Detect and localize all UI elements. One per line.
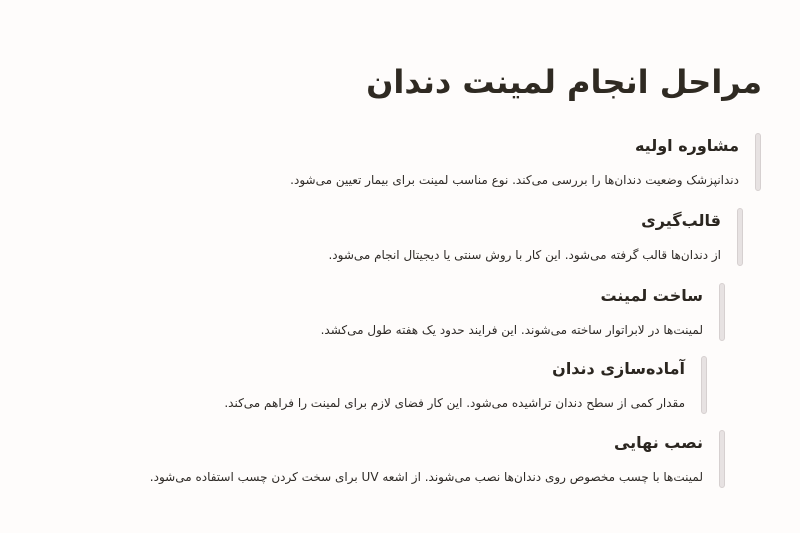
step-item-impression — [328, 208, 743, 264]
step-description: مقدار کمی از سطح دندان تراشیده می‌شود. این کار فضای لازم برای لمینت را فراهم می‌کند. — [224, 396, 685, 410]
step-item-fabrication — [321, 283, 725, 339]
page-title: مراحل انجام لمینت دندان — [366, 63, 762, 101]
step-item-final-installation — [150, 430, 725, 486]
step-description: دندانپزشک وضعیت دندان‌ها را بررسی می‌کند. نوع مناسب لمینت برای بیمار تعیین می‌شود. — [290, 173, 739, 187]
step-title: ساخت لمینت — [600, 286, 703, 305]
step-marker-bar — [719, 283, 725, 341]
step-title: آماده‌سازی دندان — [552, 359, 685, 378]
step-marker-bar — [737, 208, 743, 266]
step-description: لمینت‌ها با چسب مخصوص روی دندان‌ها نصب می‌شوند. از اشعه UV برای سخت کردن چسب استفاده می‌شود. — [149, 470, 703, 484]
step-title: مشاوره اولیه — [634, 136, 739, 155]
step-title: نصب نهایی — [613, 433, 703, 452]
step-description: لمینت‌ها در لابراتوار ساخته می‌شوند. این فرایند حدود یک هفته طول می‌کشد. — [320, 323, 703, 337]
step-marker-bar — [701, 356, 707, 414]
step-item-preparation — [224, 356, 707, 412]
step-marker-bar — [755, 133, 761, 191]
step-marker-bar — [719, 430, 725, 488]
step-description: از دندان‌ها قالب گرفته می‌شود. این کار با روش سنتی یا دیجیتال انجام می‌شود. — [328, 248, 721, 262]
step-item-consultation — [290, 133, 761, 189]
step-title: قالب‌گیری — [641, 211, 721, 230]
